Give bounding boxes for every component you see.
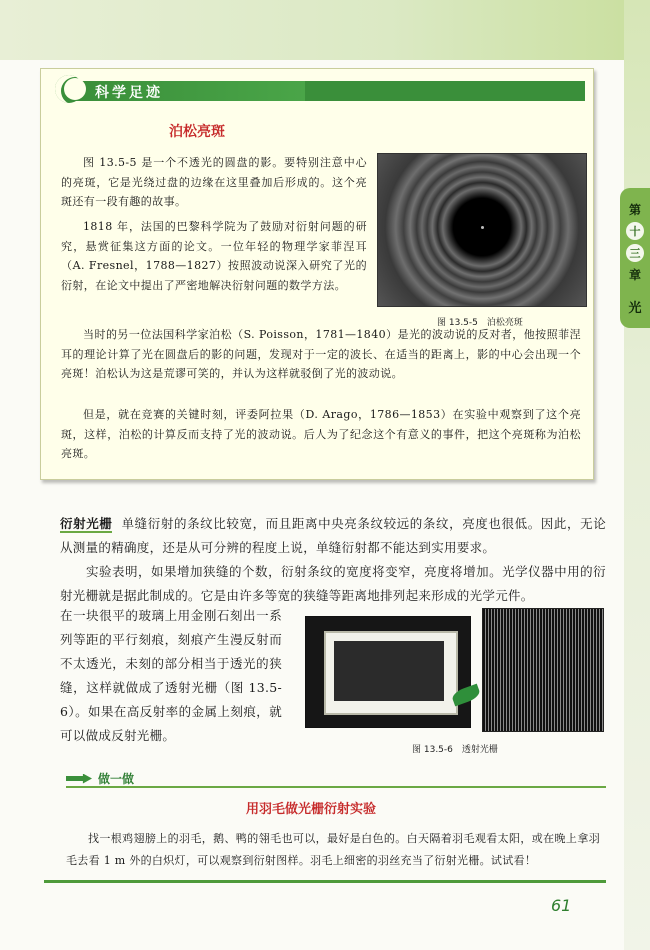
top-header-band — [0, 0, 650, 60]
science-box-header-title: 科学足迹 — [95, 85, 163, 101]
bright-center-spot — [481, 226, 484, 229]
right-margin-band — [624, 0, 650, 950]
box-article-title: 泊松亮斑 — [169, 124, 225, 140]
try-it-divider — [66, 786, 606, 788]
main-paragraph-3: 在一块很平的玻璃上用金刚石刻出一系列等距的平行刻痕，刻痕产生漫反射而不太透光，未刻的部分相当于透光的狭缝，这样就做成了透射光栅（图 13.5-6）。如果在高反射率的金属上刻痕，就可以做成反射光栅。 — [60, 608, 282, 743]
science-footprint-box — [40, 68, 594, 480]
chapter-name: 光 — [628, 300, 642, 316]
main-paragraph-1-text: 单缝衍射的条纹比较宽，而且距离中央亮条纹较远的条纹，亮度也很低。因此，无论从测量的精确度，还是从可分辨的程度上说，单缝衍射都不能达到实用要求。 — [60, 516, 606, 555]
try-it-header — [66, 770, 134, 787]
experiment-title: 用羽毛做光栅衍射实验 — [246, 802, 377, 817]
keyword-diffraction-grating: 衍射光栅 — [60, 516, 113, 531]
chapter-zhang: 章 — [628, 267, 641, 282]
science-paragraph-4: 但是，就在竞赛的关键时刻，评委阿拉果（D. Arago，1786—1853）在实验中观察到了这个亮斑，这样，泊松的计算反而支持了光的波动说。后人为了纪念这个有意义的事件，把这个亮斑称为泊松亮斑。 — [61, 408, 581, 460]
figure-13-5-6-caption: 图 13.5-6 透射光栅 — [412, 745, 498, 755]
experiment-text: 找一根鸡翅膀上的羽毛，鹅、鸭的翎毛也可以，最好是白色的。白天隔着羽毛观看太阳，或在晚上拿羽毛去看 1 m 外的白炽灯，可以观察到衍射图样。羽毛上细密的羽丝充当了衍射光栅。试试看！ — [66, 832, 600, 867]
crescent-moon-icon — [55, 75, 83, 103]
experiment-bottom-rule — [44, 880, 606, 883]
glass-plate — [324, 631, 458, 715]
science-paragraph-1: 图 13.5-5 是一个不透光的圆盘的影。要特别注意中心的亮斑，它是光绕过盘的边缘在这里叠加后形成的。这个亮斑还有一段有趣的故事。 — [61, 156, 367, 208]
chapter-di: 第 — [628, 202, 641, 217]
arrow-right-icon — [66, 774, 92, 784]
page-number: 61 — [551, 896, 572, 915]
grating-lines-closeup — [482, 608, 604, 732]
poisson-spot-image — [377, 153, 587, 307]
try-it-label: 做一做 — [98, 772, 135, 786]
grating-area — [334, 641, 444, 701]
figure-13-5-5-caption: 图 13.5-5 泊松亮斑 — [437, 318, 523, 328]
chapter-number-ten: 十 — [626, 222, 644, 240]
transmission-grating-photo — [305, 616, 471, 728]
science-paragraph-2: 1818 年，法国的巴黎科学院为了鼓励对衍射问题的研究，悬赏征集这方面的论文。一位年轻的物理学家菲涅耳（A. Fresnel，1788—1827）按照波动说深入研究了光的衍射，在论文中提出了严密地解决衍射问题的数学方法。 — [61, 220, 367, 292]
main-paragraph-1 — [60, 512, 606, 560]
science-box-header — [55, 81, 585, 103]
chapter-tab — [620, 188, 650, 328]
chapter-number-three: 三 — [626, 244, 644, 262]
main-paragraph-2: 实验表明，如果增加狭缝的个数，衍射条纹的宽度将变窄，亮度将增加。光学仪器中用的衍射光栅就是据此制成的。它是由许多等宽的狭缝等距离地排列起来形成的光学元件。 — [60, 564, 606, 603]
science-paragraph-3: 当时的另一位法国科学家泊松（S. Poisson，1781—1840）是光的波动说的反对者，他按照菲涅耳的理论计算了光在圆盘后的影的问题，发现对于一定的波长、在适当的距离上，影的中心会出现一个亮斑！泊松认为这是荒谬可笑的，并认为这样就驳倒了光的波动说。 — [61, 328, 581, 380]
